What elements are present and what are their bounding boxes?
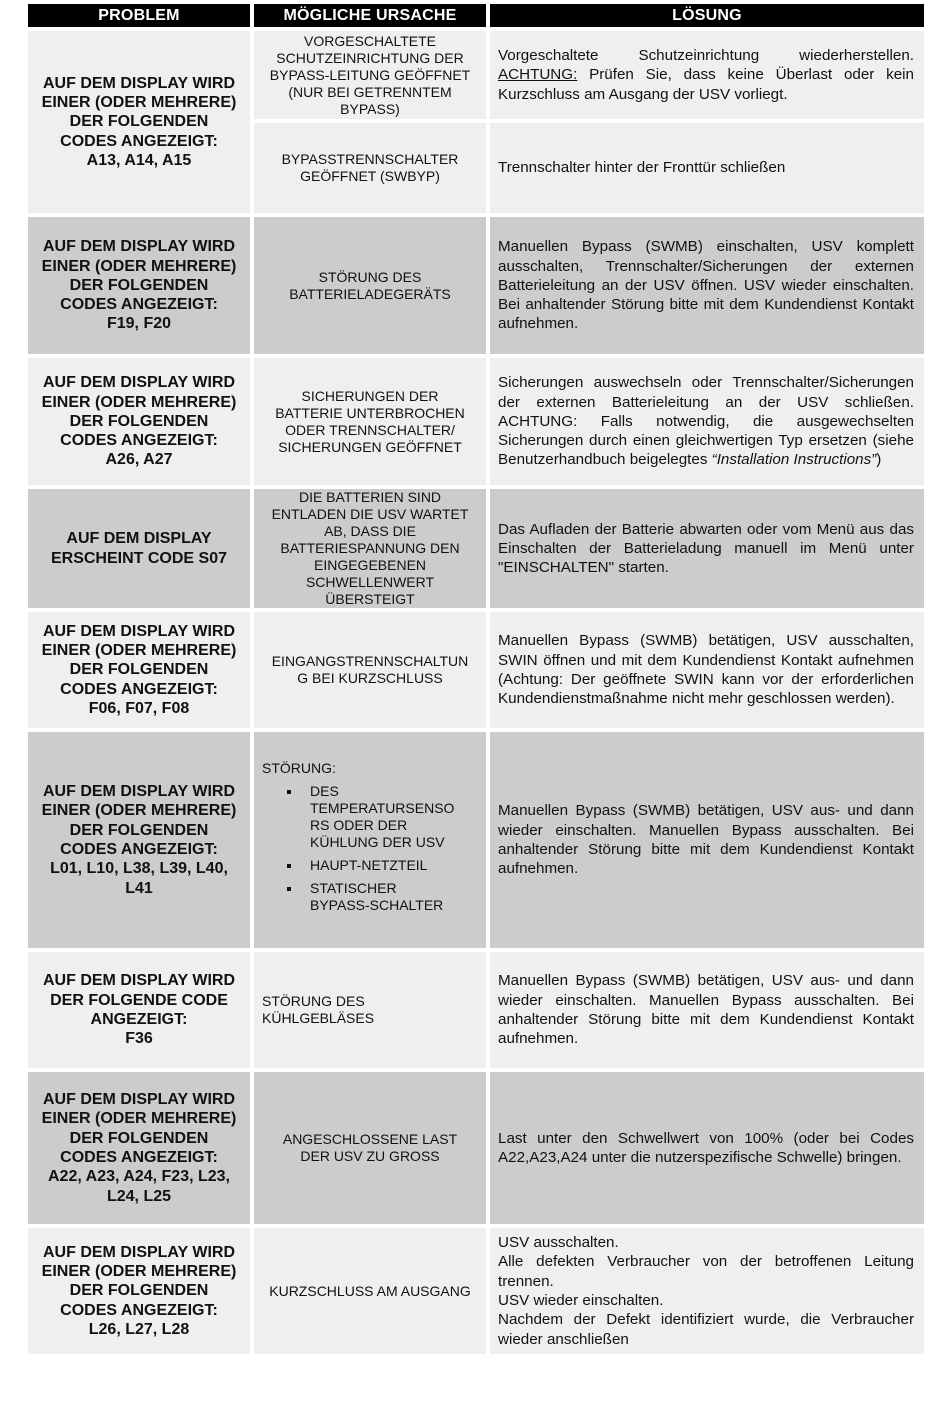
problem-line: CODES ANGEZEIGT:	[60, 680, 218, 698]
cause-line: ÜBERSTEIGT	[325, 591, 415, 607]
cause-line: EINGANGSTRENNSCHALTUN	[271, 653, 469, 669]
troubleshooting-table	[24, 0, 928, 1358]
solution-line: Nachdem der Defekt identifiziert wurde, die Verbraucher wieder anschließen	[498, 1311, 914, 1348]
cause-list-item: ▪ HAUPT-NETZTEIL	[302, 857, 480, 874]
problem-cell	[28, 952, 250, 1068]
problem-line: EINER (ODER MEHRERE)	[41, 94, 237, 112]
solution-text: Prüfen Sie, dass keine Überlast oder kein Kurzschluss am Ausgang der USV vorliegt.	[498, 66, 914, 103]
cause-list-item: ▪ DES TEMPERATURSENSO RS ODER DER KÜHLUNG DER USV	[302, 783, 480, 851]
problem-line: EINER (ODER MEHRERE)	[41, 257, 237, 275]
solution-cell: Trennschalter hinter der Fronttür schließen	[490, 123, 924, 213]
cause-title: STÖRUNG:	[262, 760, 336, 776]
problem-line: EINER (ODER MEHRERE)	[41, 1110, 237, 1128]
problem-line: DER FOLGENDEN	[69, 661, 209, 679]
problem-line: ANGEZEIGT:	[90, 1011, 188, 1028]
problem-line: EINER (ODER MEHRERE)	[41, 393, 237, 411]
cause-line: ODER TRENNSCHALTER/	[285, 421, 455, 438]
header-cause: MÖGLICHE URSACHE	[254, 4, 486, 27]
cause-cell	[254, 358, 486, 485]
table-row-4	[28, 489, 924, 608]
solution-cell: Manuellen Bypass (SWMB) einschalten, USV komplett ausschalten, Trennschalter/Sicherungen der externen Batterieleitung an der USV öffnen. USV wieder einschalten. Bei anhaltender Störung bitte mit dem Kundendienst Kontakt aufnehmen.	[490, 217, 924, 354]
manual-reference: “Installation Instructions”	[711, 451, 877, 469]
problem-line: L01, L10, L38, L39, L40,	[50, 860, 228, 878]
problem-line: F06, F07, F08	[88, 699, 190, 717]
cause-line: BYPASS-LEITUNG GEÖFFNET	[269, 66, 471, 83]
problem-line: CODES ANGEZEIGT:	[60, 1149, 218, 1166]
troubleshooting-table-container	[28, 4, 924, 1358]
solution-cell	[490, 31, 924, 119]
problem-line: L24, L25	[106, 1187, 172, 1205]
solution-text: Vorgeschaltete Schutzeinrichtung wiederherstellen.	[498, 47, 914, 65]
problem-cell	[28, 1072, 250, 1224]
problem-line: DER FOLGENDEN	[69, 1282, 209, 1300]
problem-line: DER FOLGENDEN	[69, 1129, 209, 1147]
cause-line: ENTLADEN DIE USV WARTET	[271, 506, 469, 522]
solution-cell	[490, 358, 924, 485]
cause-cell	[254, 952, 486, 1068]
problem-line: EINER (ODER MEHRERE)	[41, 1263, 237, 1281]
cause-line: AB, DASS DIE	[324, 523, 416, 539]
problem-cell	[28, 732, 250, 948]
problem-line: AUF DEM DISPLAY WIRD	[42, 1243, 235, 1261]
problem-line: AUF DEM DISPLAY WIRD	[42, 238, 235, 256]
problem-line: A26, A27	[105, 451, 173, 469]
cause-line: EINGEGEBENEN	[313, 557, 427, 573]
problem-line: AUF DEM DISPLAY WIRD	[42, 74, 235, 92]
problem-cell	[28, 1228, 250, 1354]
problem-line: AUF DEM DISPLAY WIRD	[42, 622, 235, 640]
cause-cell	[254, 489, 486, 608]
cause-line: BATTERIELADEGERÄTS	[289, 285, 451, 302]
cause-cell	[254, 217, 486, 354]
header-problem: PROBLEM	[28, 4, 250, 27]
problem-line: F36	[125, 1030, 153, 1048]
problem-line: CODES ANGEZEIGT:	[60, 1301, 218, 1319]
table-row-2	[28, 217, 924, 354]
problem-line: DER FOLGENDEN	[69, 821, 209, 839]
cause-line: SCHWELLENWERT	[305, 574, 435, 590]
solution-line: USV ausschalten.	[498, 1234, 619, 1252]
problem-cell	[28, 217, 250, 354]
cause-line: DER USV ZU GROSS	[300, 1148, 440, 1164]
problem-line: F19, F20	[106, 315, 172, 333]
cause-line: ANGESCHLOSSENE LAST	[282, 1131, 458, 1147]
solution-cell: Das Aufladen der Batterie abwarten oder vom Menü aus das Einschalten der Batterieladung manuell im Menü unter "EINSCHALTEN" starten.	[490, 489, 924, 608]
problem-line: DER FOLGENDEN	[69, 113, 209, 131]
cause-line: SICHERUNGEN DER	[301, 387, 439, 404]
problem-line: AUF DEM DISPLAY WIRD	[42, 972, 235, 990]
cause-line: VORGESCHALTETE	[304, 32, 436, 49]
problem-line: AUF DEM DISPLAY	[66, 530, 212, 548]
solution-cell: Manuellen Bypass (SWMB) betätigen, USV aus- und dann wieder einschalten. Manuellen Bypass ausschalten. Bei anhaltender Störung bitte mit dem Kundendienst Kontakt aufnehmen.	[490, 952, 924, 1068]
solution-cell	[490, 1228, 924, 1354]
cause-line: STÖRUNG DES	[262, 993, 365, 1009]
cause-line: SICHERUNGEN GEÖFFNET	[278, 438, 462, 455]
problem-cell	[28, 31, 250, 213]
problem-line: DER FOLGENDEN	[69, 276, 209, 294]
warning-label: ACHTUNG:	[498, 66, 578, 84]
problem-line: A13, A14, A15	[86, 151, 192, 169]
header-solution: LÖSUNG	[490, 4, 924, 27]
problem-line: CODES ANGEZEIGT:	[60, 296, 218, 314]
cause-cell	[254, 612, 486, 728]
cause-line: GEÖFFNET (SWBYP)	[300, 168, 440, 184]
cause-line: KURZSCHLUSS AM AUSGANG	[269, 1282, 471, 1299]
problem-cell	[28, 612, 250, 728]
cause-cell	[254, 123, 486, 213]
problem-line: CODES ANGEZEIGT:	[60, 432, 218, 450]
problem-line: EINER (ODER MEHRERE)	[41, 802, 237, 820]
solution-cell: Manuellen Bypass (SWMB) betätigen, USV aus- und dann wieder einschalten. Manuellen Bypass ausschalten. Bei anhaltender Störung bitte mit dem Kundendienst Kontakt aufnehmen.	[490, 732, 924, 948]
solution-line: Alle defekten Verbraucher von der betroffenen Leitung trennen.	[498, 1253, 914, 1290]
problem-line: AUF DEM DISPLAY WIRD	[42, 374, 235, 392]
cause-line: G BEI KURZSCHLUSS	[297, 670, 443, 686]
table-row-7	[28, 952, 924, 1068]
cause-line: BATTERIESPANNUNG DEN	[280, 540, 460, 556]
table-row-6	[28, 732, 924, 948]
cause-line: BATTERIE UNTERBROCHEN	[275, 404, 465, 421]
cause-line: STÖRUNG DES	[318, 268, 422, 285]
problem-line: ERSCHEINT CODE S07	[50, 549, 228, 567]
problem-cell	[28, 489, 250, 608]
table-row-1a	[28, 31, 924, 119]
cause-line: (NUR BEI GETRENNTEM	[288, 83, 452, 100]
cause-cell	[254, 732, 486, 948]
cause-line: SCHUTZEINRICHTUNG DER	[276, 49, 464, 66]
problem-line: A22, A23, A24, F23, L23,	[47, 1168, 230, 1186]
cause-cell	[254, 1228, 486, 1354]
table-header-row	[28, 4, 924, 27]
table-row-9	[28, 1228, 924, 1354]
problem-line: L41	[125, 879, 153, 897]
problem-line: AUF DEM DISPLAY WIRD	[42, 1091, 235, 1109]
cause-list	[262, 783, 480, 914]
cause-list-item: ▪ STATISCHER BYPASS-SCHALTER	[302, 880, 480, 914]
solution-line: USV wieder einschalten.	[498, 1292, 664, 1309]
table-row-8	[28, 1072, 924, 1224]
problem-line: CODES ANGEZEIGT:	[60, 132, 218, 150]
cause-cell	[254, 31, 486, 119]
cause-line: DIE BATTERIEN SIND	[298, 489, 442, 505]
problem-line: CODES ANGEZEIGT:	[60, 841, 218, 858]
solution-text: Sicherungen auswechseln oder Trennschalter/Sicherungen der externen Batterieleitung an der USV schließen. ACHTUNG: Falls notwendig, die ausgewechselten Sicherungen durch einen gleichwertigen Typ ersetzen (siehe Benutzerhandbuch beigelegtes	[498, 374, 914, 469]
problem-cell	[28, 358, 250, 485]
table-row-5	[28, 612, 924, 728]
problem-line: L26, L27, L28	[88, 1320, 190, 1338]
cause-line: BYPASS)	[340, 100, 400, 117]
problem-line: EINER (ODER MEHRERE)	[41, 642, 237, 660]
problem-line: DER FOLGENDEN	[69, 412, 209, 430]
table-row-3	[28, 358, 924, 485]
cause-line: KÜHLGEBLÄSES	[262, 1010, 375, 1026]
problem-line: DER FOLGENDE CODE	[50, 991, 228, 1009]
problem-line: AUF DEM DISPLAY WIRD	[42, 783, 235, 801]
cause-line: BYPASSTRENNSCHALTER	[281, 151, 459, 167]
solution-text: )	[876, 451, 882, 469]
cause-cell	[254, 1072, 486, 1224]
solution-cell: Last unter den Schwellwert von 100% (oder bei Codes A22,A23,A24 unter die nutzerspezifische Schwelle) bringen.	[490, 1072, 924, 1224]
solution-cell: Manuellen Bypass (SWMB) betätigen, USV ausschalten, SWIN öffnen und mit dem Kundendienst Kontakt aufnehmen (Achtung: Der geöffnete SWIN kann vor der erforderlichen Kundendienstmaßnahme nicht mehr geschlossen werden).	[490, 612, 924, 728]
